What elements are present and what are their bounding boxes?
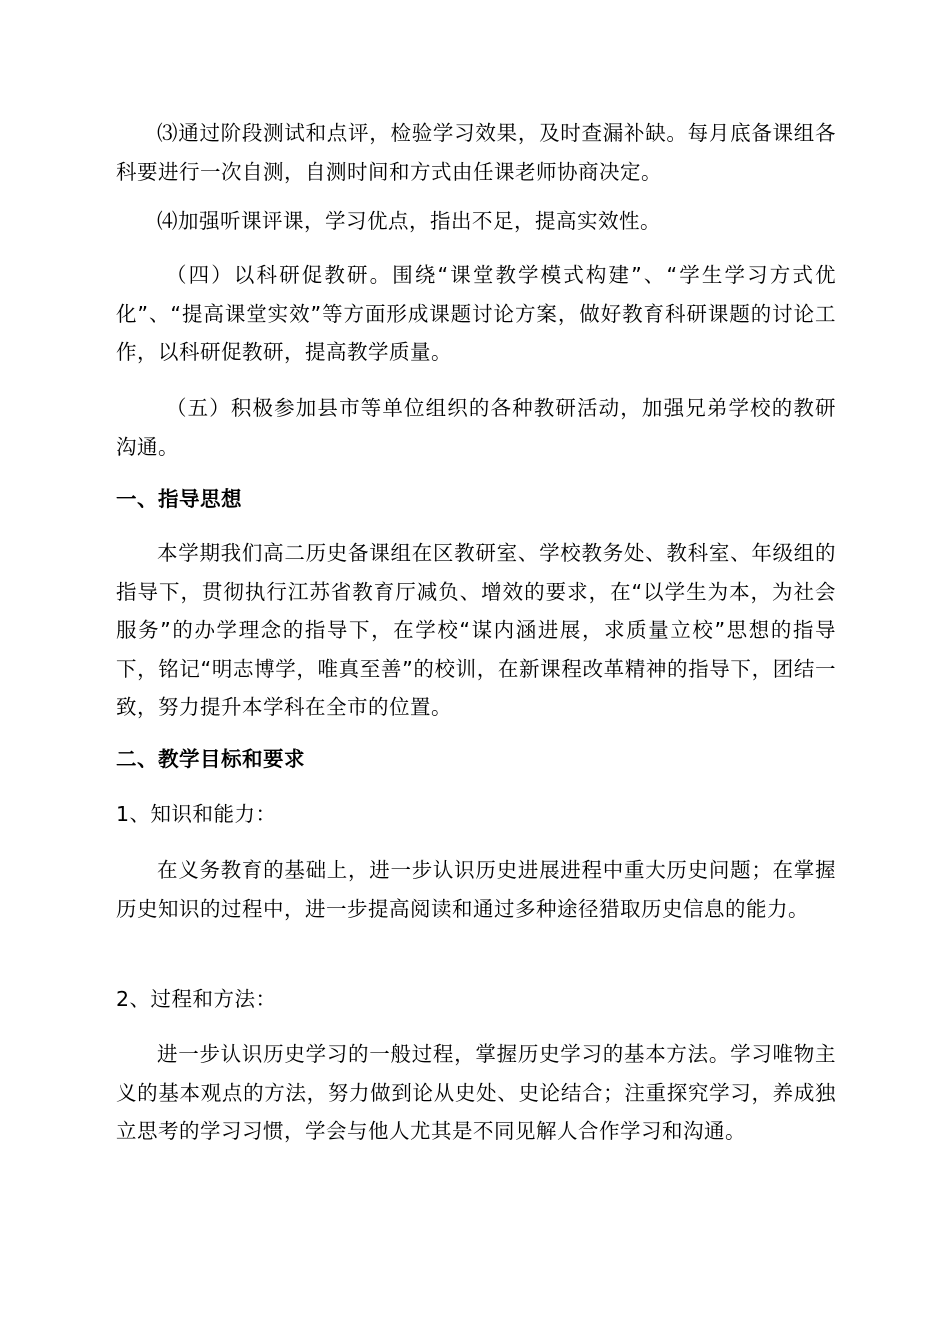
paragraph-process: 进一步认识历史学习的一般过程，掌握历史学习的基本方法。学习唯物主义的基本观点的方法，努力做到论从史处、史论结合；注重探究学习，养成独立思考的学习习惯，学会与他人尤其是不同见解人合作学习和沟通。 (116, 1042, 836, 1143)
paragraph-research: （四）以科研促教研。围绕“课堂教学模式构建”、“学生学习方式优化”、“提高课堂实效”等方面形成课题讨论方案，做好教育科研课题的讨论工作，以科研促教研，提高教学质量。 (116, 263, 836, 364)
paragraph-activities: （五）积极参加县市等单位组织的各种教研活动，加强兄弟学校的教研沟通。 (116, 396, 836, 459)
subheading-knowledge: 1、知识和能力： (116, 802, 277, 826)
heading-guiding-ideology: 一、指导思想 (116, 487, 242, 511)
paragraph-self-test: ⑶通过阶段测试和点评，检验学习效果，及时查漏补缺。每月底备课组各科要进行一次自测，自测时间和方式由任课老师协商决定。 (116, 121, 836, 184)
heading-teaching-goals: 二、教学目标和要求 (116, 747, 305, 771)
paragraph-lesson-review: ⑷加强听课评课，学习优点，指出不足，提高实效性。 (157, 209, 661, 233)
paragraph-knowledge: 在义务教育的基础上，进一步认识历史进展进程中重大历史问题；在掌握历史知识的过程中，进一步提高阅读和通过多种途径猎取历史信息的能力。 (116, 858, 836, 921)
subheading-process: 2、过程和方法： (116, 987, 277, 1011)
paragraph-guiding-ideology: 本学期我们高二历史备课组在区教研室、学校教务处、教科室、年级组的指导下，贯彻执行江苏省教育厅减负、增效的要求，在“以学生为本，为社会服务”的办学理念的指导下，在学校“谋内涵进展，求质量立校”思想的指导下，铭记“明志博学，唯真至善”的校训，在新课程改革精神的指导下，团结一致，努力提升本学科在全市的位置。 (116, 541, 836, 719)
